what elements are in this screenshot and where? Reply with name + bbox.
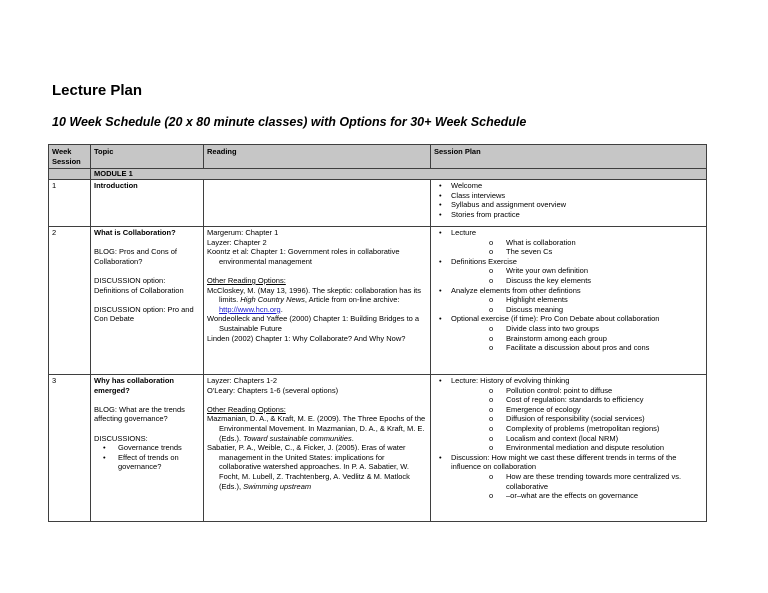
plan-subitem <box>434 305 703 315</box>
plan-item <box>434 286 703 296</box>
reading-text: . <box>351 433 354 443</box>
plan-subitem-text: Write your own definition <box>506 266 588 276</box>
module-header-row <box>49 169 707 180</box>
circle-bullet-icon: o <box>489 343 494 353</box>
reading-text: McCloskey, M. (May 13, 1996). The skeptic: collaboration has its limits. <box>207 285 421 305</box>
plan-subitem-text: Discuss meaning <box>506 304 564 314</box>
plan-item <box>434 257 703 267</box>
reading-entry <box>207 443 427 491</box>
bullet-icon: • <box>439 376 442 385</box>
plan-item-text: Syllabus and assignment overview <box>451 200 567 210</box>
circle-bullet-icon: o <box>489 404 494 414</box>
reading-cell <box>204 375 431 522</box>
topic-title: Why has collaboration emerged? <box>94 376 175 395</box>
reading-entry <box>207 405 427 415</box>
circle-bullet-icon: o <box>489 275 494 285</box>
bullet-icon: • <box>439 228 442 237</box>
reading-text: Margerum: Chapter 1 <box>207 228 279 237</box>
col-header-session-plan: Session Plan <box>431 145 707 169</box>
circle-bullet-icon: o <box>489 443 494 453</box>
reading-entry <box>207 276 427 286</box>
plan-subitem-text: What is collaboration <box>506 237 576 247</box>
col-header-reading: Reading <box>204 145 431 169</box>
plan-subitem <box>434 247 703 257</box>
reading-text: Toward sustainable communities <box>243 433 352 443</box>
plan-subitem <box>434 295 703 305</box>
session-plan-cell <box>431 375 707 522</box>
plan-subitem <box>434 386 703 396</box>
topic-cell <box>91 227 204 375</box>
reading-text: Sabatier, P. A., Weible, C., & Ficker, J. (2005). Eras of water management in the United States: implications for collaborative watershed approaches. In P. A. Sabatier, W. Focht, M. Lubell, Z. Trachtenberg, A. Vedlitz & M. Matlock (Eds.), <box>207 443 410 491</box>
table-row <box>49 227 707 375</box>
plan-item <box>434 453 703 472</box>
table-header-row <box>49 145 707 169</box>
bullet-icon: • <box>439 200 442 210</box>
col-header-topic: Topic <box>91 145 204 169</box>
plan-subitem-text: How are these trending towards more centralized vs. collaborative <box>506 471 682 491</box>
reading-text: Layzer: Chapters 1-2 <box>207 376 278 385</box>
bullet-icon: • <box>103 452 106 462</box>
reading-entry <box>207 414 427 443</box>
plan-item <box>434 376 703 386</box>
plan-subitem-text: Divide class into two groups <box>506 323 599 333</box>
topic-title: Introduction <box>94 181 138 190</box>
circle-bullet-icon: o <box>489 433 494 443</box>
reading-text: Mazmanian, D. A., & Kraft, M. E. (2009). The Three Epochs of the Environmental Movement. In Mazmanian, D. A., & Kraft, M. E. (Eds.). <box>207 414 426 443</box>
plan-subitem <box>434 443 703 453</box>
reading-entry <box>207 228 427 238</box>
plan-item <box>434 181 703 191</box>
reading-text: Other Reading Options: <box>207 404 286 414</box>
lecture-plan-table <box>48 144 707 522</box>
plan-item-text: Class interviews <box>451 190 506 200</box>
reading-text: Swimming upstream <box>243 481 312 491</box>
reading-text: , Article from on-line archive: <box>304 295 400 305</box>
plan-item <box>434 314 703 324</box>
reading-entry <box>207 247 427 266</box>
topic-paragraph: DISCUSSION option: Definitions of Collaboration <box>94 275 184 295</box>
topic-bullet-item <box>94 443 200 453</box>
bullet-icon: • <box>439 181 442 190</box>
plan-subitem-text: The seven Cs <box>506 247 553 257</box>
circle-bullet-icon: o <box>489 471 494 481</box>
plan-subitem <box>434 238 703 248</box>
plan-item <box>434 200 703 210</box>
reading-text: High Country News <box>240 295 305 305</box>
plan-item <box>434 210 703 220</box>
plan-subitem-text: Cost of regulation: standards to efficiency <box>506 395 644 405</box>
plan-subitem-text: Localism and context (local NRM) <box>506 433 619 443</box>
bullet-icon: • <box>439 452 442 462</box>
table-row <box>49 180 707 227</box>
plan-subitem-text: Environmental mediation and dispute resolution <box>506 443 665 453</box>
plan-subitem <box>434 491 703 501</box>
plan-item-text: Lecture: History of evolving thinking <box>451 376 570 385</box>
reading-text: Koontz et al: Chapter 1: Government roles in collaborative environmental management <box>207 247 400 266</box>
reading-text: Other Reading Options: <box>207 275 286 285</box>
plan-subitem-text: Diffusion of responsibility (social services) <box>506 414 645 424</box>
plan-item-text: Stories from practice <box>451 209 520 219</box>
reading-cell <box>204 227 431 375</box>
plan-subitem <box>434 276 703 286</box>
plan-subitem-text: Highlight elements <box>506 295 568 305</box>
plan-item <box>434 191 703 201</box>
plan-item-text: Optional exercise (if time): Pro Con Debate about collaboration <box>451 314 660 324</box>
reading-entry <box>207 314 427 333</box>
circle-bullet-icon: o <box>489 423 494 433</box>
reading-entry <box>207 386 427 396</box>
plan-subitem <box>434 343 703 353</box>
topic-cell <box>91 180 204 227</box>
plan-item-text: Lecture <box>451 228 477 237</box>
plan-subitem <box>434 434 703 444</box>
circle-bullet-icon: o <box>489 414 494 424</box>
plan-subitem-text: Facilitate a discussion about pros and cons <box>506 343 650 353</box>
circle-bullet-icon: o <box>489 304 494 314</box>
circle-bullet-icon: o <box>489 395 494 405</box>
plan-subitem-text: –or–what are the effects on governance <box>506 491 639 501</box>
plan-subitem <box>434 414 703 424</box>
topic-bullet-text: Governance trends <box>118 443 182 453</box>
topic-paragraph: DISCUSSION option: Pro and Con Debate <box>94 304 194 324</box>
bullet-icon: • <box>439 256 442 266</box>
module-header-label: MODULE 1 <box>91 169 707 180</box>
week-session-cell: 3 <box>49 375 91 522</box>
plan-subitem-text: Discuss the key elements <box>506 275 592 285</box>
reading-text: O'Leary: Chapters 1-6 (several options) <box>207 385 339 395</box>
page-subtitle: 10 Week Schedule (20 x 80 minute classes) with Options for 30+ Week Schedule <box>52 115 527 129</box>
plan-item-text: Discussion: How might we cast these different trends in terms of the influence on collaboration <box>451 452 677 472</box>
reading-text: . <box>280 304 283 314</box>
plan-subitem-text: Brainstorm among each group <box>506 333 607 343</box>
plan-item-text: Welcome <box>451 181 483 190</box>
module-row-empty-cell <box>49 169 91 180</box>
circle-bullet-icon: o <box>489 247 494 257</box>
page-title: Lecture Plan <box>52 82 143 99</box>
plan-subitem-text: Emergence of ecology <box>506 404 581 414</box>
col-header-week-session: Week Session <box>49 145 91 169</box>
table-body <box>49 180 707 522</box>
reading-text: Linden (2002) Chapter 1: Why Collaborate? And Why Now? <box>207 333 406 343</box>
topic-cell <box>91 375 204 522</box>
reading-entry <box>207 376 427 386</box>
circle-bullet-icon: o <box>489 333 494 343</box>
reading-entry <box>207 334 427 344</box>
bullet-icon: • <box>439 314 442 324</box>
circle-bullet-icon: o <box>489 237 494 247</box>
topic-bullet-item <box>94 453 200 472</box>
topic-bullet-text: Effect of trends on governance? <box>118 452 179 472</box>
plan-subitem <box>434 405 703 415</box>
plan-subitem <box>434 395 703 405</box>
plan-item <box>434 228 703 238</box>
session-plan-cell <box>431 180 707 227</box>
week-session-cell: 1 <box>49 180 91 227</box>
plan-item-text: Definitions Exercise <box>451 256 517 266</box>
circle-bullet-icon: o <box>489 266 494 276</box>
plan-item-text: Analyze elements from other defintions <box>451 285 581 295</box>
bullet-icon: • <box>439 285 442 295</box>
circle-bullet-icon: o <box>489 323 494 333</box>
blank-line <box>207 395 427 405</box>
reading-entry <box>207 286 427 315</box>
reading-cell <box>204 180 431 227</box>
reading-entry <box>207 238 427 248</box>
reading-link[interactable]: http://www.hcn.org <box>219 304 281 314</box>
week-session-cell: 2 <box>49 227 91 375</box>
topic-title: What is Collaboration? <box>94 228 176 237</box>
plan-subitem <box>434 266 703 276</box>
bullet-icon: • <box>439 209 442 219</box>
plan-subitem-text: Complexity of problems (metropolitan regions) <box>506 423 660 433</box>
plan-subitem <box>434 334 703 344</box>
circle-bullet-icon: o <box>489 295 494 305</box>
circle-bullet-icon: o <box>489 491 494 501</box>
topic-paragraph: BLOG: What are the trends affecting governance? <box>94 404 185 424</box>
reading-text: Wondeolleck and Yaffee (2000) Chapter 1: Building Bridges to a Sustainable Future <box>207 314 420 333</box>
plan-subitem <box>434 324 703 334</box>
session-plan-cell <box>431 227 707 375</box>
circle-bullet-icon: o <box>489 385 494 395</box>
plan-subitem <box>434 472 703 491</box>
topic-paragraph: DISCUSSIONS: <box>94 433 148 443</box>
bullet-icon: • <box>103 443 106 453</box>
table-row <box>49 375 707 522</box>
plan-subitem-text: Pollution control: point to diffuse <box>506 385 613 395</box>
reading-text: Layzer: Chapter 2 <box>207 237 267 247</box>
plan-subitem <box>434 424 703 434</box>
blank-line <box>207 266 427 276</box>
bullet-icon: • <box>439 190 442 200</box>
topic-paragraph: BLOG: Pros and Cons of Collaboration? <box>94 247 177 266</box>
